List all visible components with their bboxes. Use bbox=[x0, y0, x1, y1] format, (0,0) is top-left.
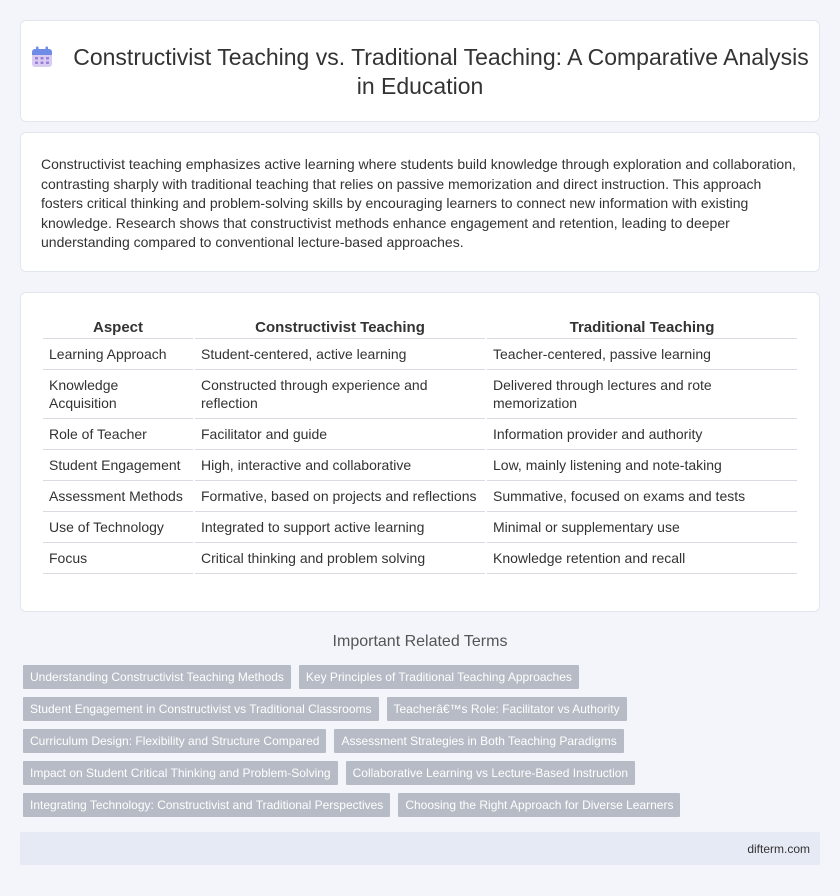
related-term-link[interactable]: Collaborative Learning vs Lecture-Based Instruction bbox=[346, 761, 635, 785]
cell-traditional: Summative, focused on exams and tests bbox=[487, 481, 797, 512]
header-traditional: Traditional Teaching bbox=[487, 315, 797, 339]
intro-card bbox=[20, 132, 820, 272]
cell-aspect: Knowledge Acquisition bbox=[43, 370, 193, 419]
cell-traditional: Teacher-centered, passive learning bbox=[487, 339, 797, 370]
cell-aspect: Use of Technology bbox=[43, 512, 193, 543]
cell-traditional: Delivered through lectures and rote memorization bbox=[487, 370, 797, 419]
cell-aspect: Role of Teacher bbox=[43, 419, 193, 450]
table-row bbox=[43, 481, 797, 512]
related-term-link[interactable]: Curriculum Design: Flexibility and Structure Compared bbox=[23, 729, 326, 753]
tag-row bbox=[23, 729, 803, 753]
table-header-row bbox=[43, 315, 797, 339]
header-aspect: Aspect bbox=[43, 315, 193, 339]
table-row bbox=[43, 370, 797, 419]
cell-aspect: Learning Approach bbox=[43, 339, 193, 370]
cell-constructivist: Critical thinking and problem solving bbox=[195, 543, 485, 574]
tag-row bbox=[23, 793, 803, 817]
tag-row bbox=[23, 665, 803, 689]
cell-constructivist: Student-centered, active learning bbox=[195, 339, 485, 370]
cell-aspect: Student Engagement bbox=[43, 450, 193, 481]
page-title: Constructivist Teaching vs. Traditional Teaching: A Comparative Analysis in Education bbox=[73, 44, 809, 99]
cell-constructivist: Facilitator and guide bbox=[195, 419, 485, 450]
cell-constructivist: High, interactive and collaborative bbox=[195, 450, 485, 481]
table-row bbox=[43, 339, 797, 370]
footer-site-link[interactable]: difterm.com bbox=[747, 842, 810, 856]
intro-text: Constructivist teaching emphasizes active learning where students build knowledge through exploration and collaboration, contrasting sharply with traditional teaching that relies on passive memorization and direct instruction. This approach fosters critical thinking and problem-solving skills by encouraging learners to connect new information with existing knowledge. Research shows that constructivist methods enhance engagement and retention, leading to deeper understanding compared to conventional lecture-based approaches. bbox=[41, 156, 796, 251]
cell-constructivist: Formative, based on projects and reflections bbox=[195, 481, 485, 512]
calendar-icon bbox=[31, 46, 53, 68]
cell-traditional: Information provider and authority bbox=[487, 419, 797, 450]
footer bbox=[20, 832, 820, 865]
related-term-link[interactable]: Teacherâ€™s Role: Facilitator vs Authority bbox=[387, 697, 627, 721]
related-term-link[interactable]: Integrating Technology: Constructivist and Traditional Perspectives bbox=[23, 793, 390, 817]
cell-aspect: Focus bbox=[43, 543, 193, 574]
table-row bbox=[43, 450, 797, 481]
comparison-table bbox=[41, 315, 799, 574]
related-term-link[interactable]: Key Principles of Traditional Teaching Approaches bbox=[299, 665, 579, 689]
table-row bbox=[43, 543, 797, 574]
related-term-link[interactable]: Choosing the Right Approach for Diverse Learners bbox=[398, 793, 680, 817]
header-constructivist: Constructivist Teaching bbox=[195, 315, 485, 339]
comparison-card bbox=[20, 292, 820, 612]
tag-row bbox=[23, 697, 803, 721]
related-term-link[interactable]: Assessment Strategies in Both Teaching Paradigms bbox=[334, 729, 623, 753]
table-row bbox=[43, 512, 797, 543]
related-terms-heading: Important Related Terms bbox=[332, 633, 508, 650]
related-term-link[interactable]: Impact on Student Critical Thinking and Problem-Solving bbox=[23, 761, 338, 785]
cell-traditional: Low, mainly listening and note-taking bbox=[487, 450, 797, 481]
cell-constructivist: Constructed through experience and reflection bbox=[195, 370, 485, 419]
related-term-link[interactable]: Understanding Constructivist Teaching Methods bbox=[23, 665, 291, 689]
title-card bbox=[20, 20, 820, 122]
table-row bbox=[43, 419, 797, 450]
cell-aspect: Assessment Methods bbox=[43, 481, 193, 512]
cell-traditional: Minimal or supplementary use bbox=[487, 512, 797, 543]
related-terms-list bbox=[23, 665, 803, 825]
related-term-link[interactable]: Student Engagement in Constructivist vs Traditional Classrooms bbox=[23, 697, 379, 721]
cell-traditional: Knowledge retention and recall bbox=[487, 543, 797, 574]
tag-row bbox=[23, 761, 803, 785]
page-title-wrap bbox=[21, 43, 819, 101]
cell-constructivist: Integrated to support active learning bbox=[195, 512, 485, 543]
